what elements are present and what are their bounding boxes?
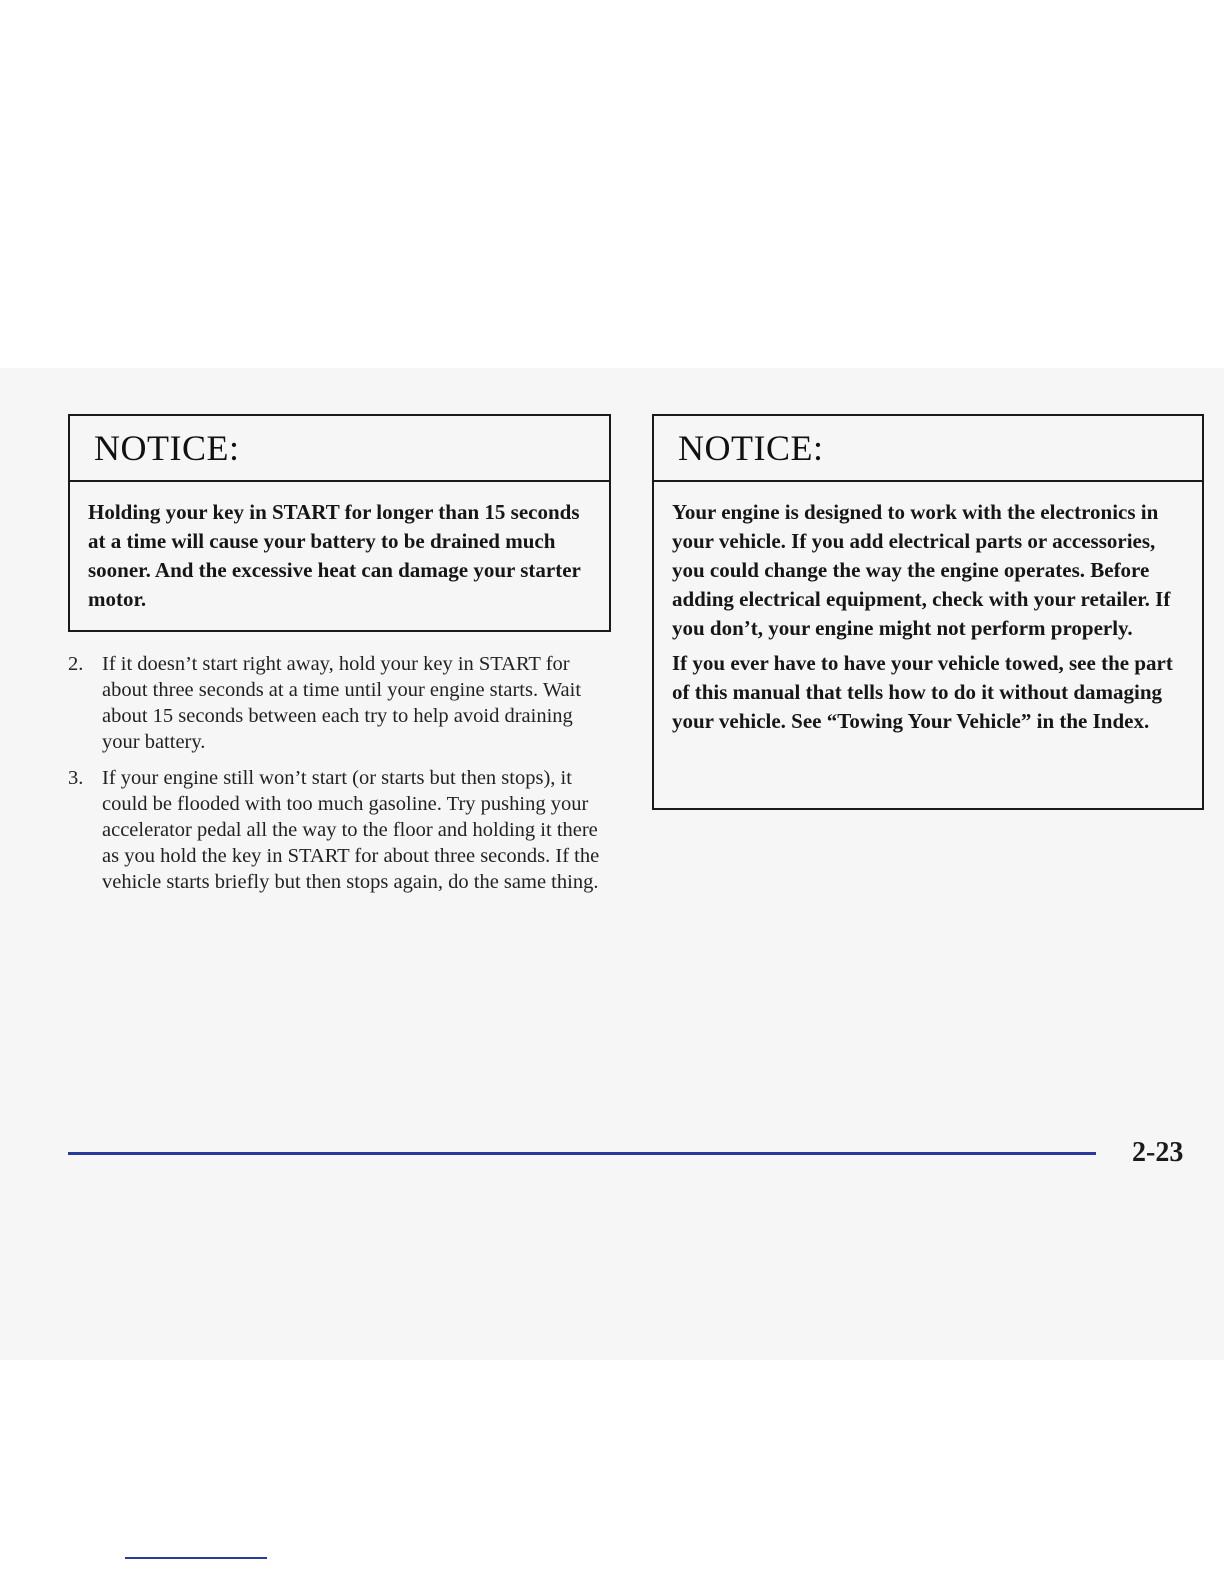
- bottom-link-underline: [125, 1557, 267, 1559]
- notice-box-starter: [68, 414, 611, 632]
- starting-steps-list: [66, 651, 611, 905]
- step-text: If your engine still won’t start (or starts but then stops), it could be flooded with too much gasoline. Try pushing your accelerator pedal all the way to the floor and holding it there as you hold the key in START for about three seconds. If the vehicle starts briefly but then stops again, do the same thing.: [102, 767, 600, 893]
- notice-body: [70, 482, 609, 614]
- footer-rule: [68, 1152, 1096, 1155]
- page-number: 2-23: [1132, 1137, 1184, 1168]
- step-text: If it doesn’t start right away, hold your key in START for about three seconds at a time until your engine starts. Wait about 15 seconds between each try to help avoid draining your battery.: [102, 653, 582, 753]
- step-number: 2.: [68, 653, 84, 675]
- notice-paragraph: Your engine is designed to work with the electronics in your vehicle. If you add electrical parts or accessories, you could change the way the engine operates. Before adding electrical equipment, check with your retailer. If you don’t, your engine might not perform properly.: [672, 500, 1171, 640]
- notice-title: NOTICE:: [94, 428, 240, 468]
- list-item-step-2: [66, 651, 611, 755]
- notice-body: [654, 482, 1202, 736]
- notice-paragraph: If you ever have to have your vehicle towed, see the part of this manual that tells how to do it without damaging your vehicle. See “Towing Your Vehicle” in the Index.: [672, 651, 1173, 733]
- step-number: 3.: [68, 767, 84, 789]
- list-item-step-3: [66, 765, 611, 895]
- notice-box-electrical: [652, 414, 1204, 810]
- notice-paragraph: Holding your key in START for longer than 15 seconds at a time will cause your battery to be drained much sooner. And the excessive heat can damage your starter motor.: [88, 500, 581, 611]
- notice-title: NOTICE:: [678, 428, 824, 468]
- notice-header: [654, 416, 1202, 482]
- notice-header: [70, 416, 609, 482]
